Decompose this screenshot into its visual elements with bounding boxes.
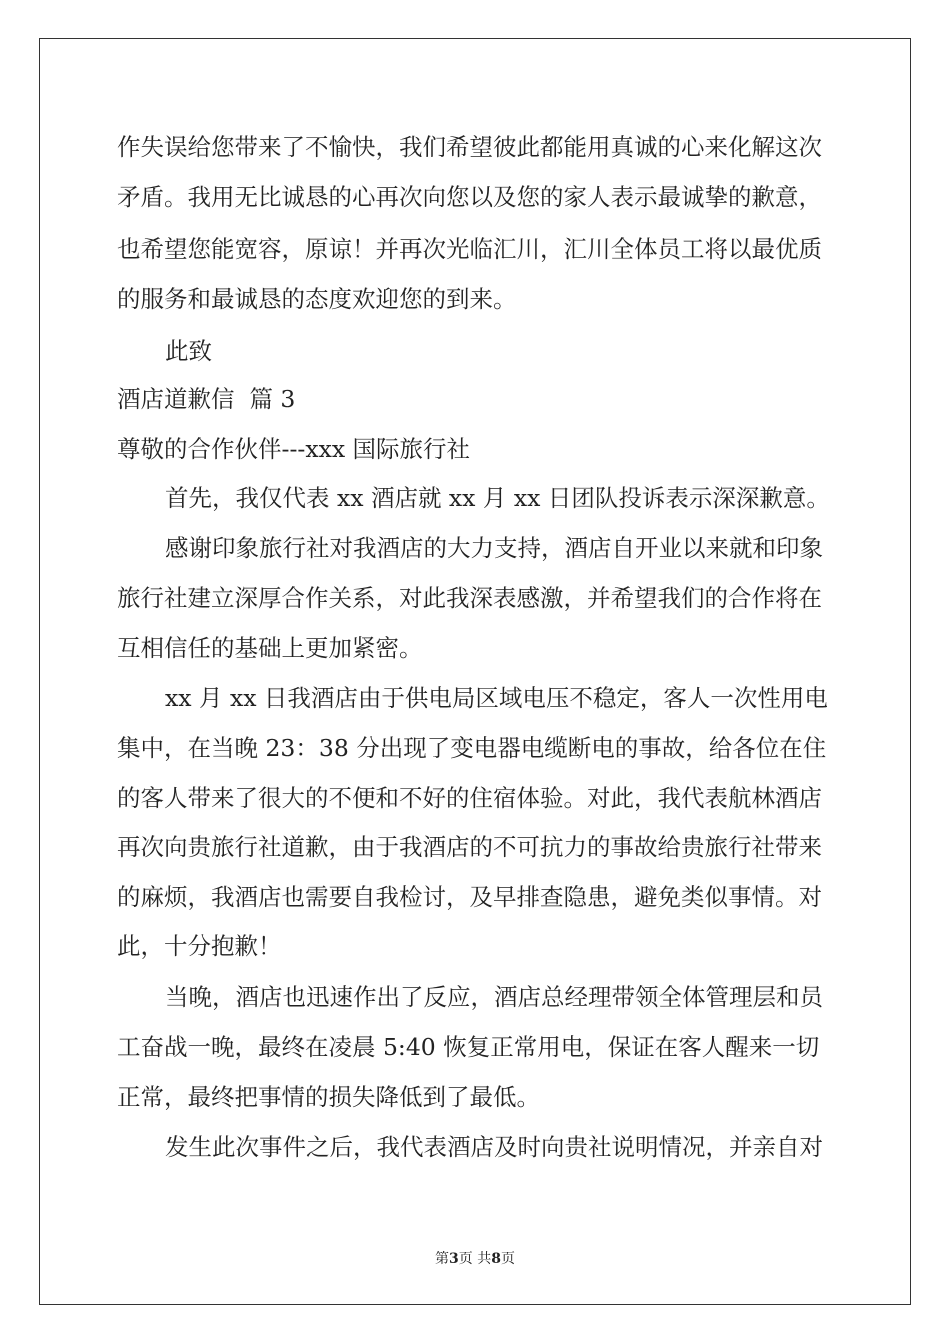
text-line: 此，十分抱歉！ [117, 932, 282, 960]
text-line: 矛盾。我用无比诚恳的心再次向您以及您的家人表示最诚挚的歉意， [117, 183, 822, 211]
section-heading: 酒店道歉信 篇 3 [117, 385, 296, 413]
text-line: 作失误给您带来了不愉快，我们希望彼此都能用真诚的心来化解这次 [117, 133, 822, 161]
text-line: 感谢印象旅行社对我酒店的大力支持，酒店自开业以来就和印象 [165, 534, 823, 562]
page-footer [0, 1248, 950, 1268]
closing-salutation: 此致 [165, 337, 212, 365]
text-line: 的服务和最诚恳的态度欢迎您的到来。 [117, 285, 517, 313]
text-line: 的麻烦，我酒店也需要自我检讨，及早排查隐患，避免类似事情。对 [117, 883, 822, 911]
text-line: 集中，在当晚 23：38 分出现了变电器电缆断电的事故，给各位在住 [117, 734, 827, 762]
text-line: 首先，我仅代表 xx 酒店就 xx 月 xx 日团队投诉表示深深歉意。 [165, 484, 830, 512]
text-line: 工奋战一晚，最终在凌晨 5:40 恢复正常用电，保证在客人醒来一切 [117, 1033, 820, 1061]
text-line: xx 月 xx 日我酒店由于供电局区域电压不稳定，客人一次性用电 [165, 684, 828, 712]
text-line: 当晚，酒店也迅速作出了反应，酒店总经理带领全体管理层和员 [165, 983, 823, 1011]
footer-middle: 页 共 [458, 1251, 492, 1267]
footer-total-pages: 8 [491, 1251, 501, 1267]
addressee-line: 尊敬的合作伙伴---xxx 国际旅行社 [117, 435, 471, 463]
footer-prefix: 第 [435, 1251, 450, 1267]
text-line: 正常，最终把事情的损失降低到了最低。 [117, 1083, 540, 1111]
page-border [39, 38, 911, 1305]
footer-suffix: 页 [500, 1251, 515, 1267]
text-line: 旅行社建立深厚合作关系，对此我深表感激，并希望我们的合作将在 [117, 584, 822, 612]
footer-page-number: 3 [449, 1251, 459, 1267]
text-line: 发生此次事件之后，我代表酒店及时向贵社说明情况，并亲自对 [165, 1133, 823, 1161]
text-line: 再次向贵旅行社道歉，由于我酒店的不可抗力的事故给贵旅行社带来 [117, 833, 822, 861]
text-line: 互相信任的基础上更加紧密。 [117, 634, 423, 662]
text-line: 也希望您能宽容，原谅！并再次光临汇川，汇川全体员工将以最优质 [117, 235, 822, 263]
text-line: 的客人带来了很大的不便和不好的住宿体验。对此，我代表航林酒店 [117, 784, 822, 812]
